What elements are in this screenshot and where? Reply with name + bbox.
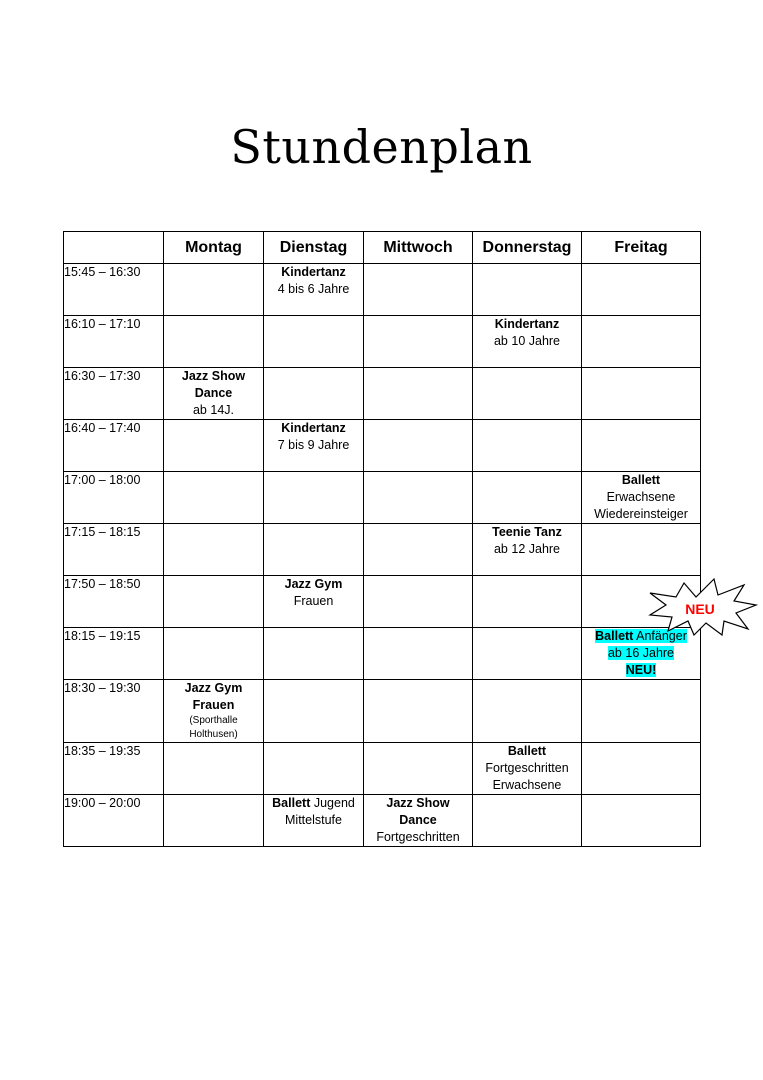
time-cell: 19:00 – 20:00	[64, 795, 164, 847]
cell-donnerstag	[473, 264, 582, 316]
cell-dienstag	[264, 795, 364, 847]
new-label: NEU!	[625, 663, 657, 677]
cell-montag	[164, 264, 264, 316]
cell-freitag	[582, 420, 701, 472]
course-detail: Fortgeschritten	[376, 830, 460, 844]
cell-dienstag	[264, 680, 364, 743]
cell-dienstag	[264, 743, 364, 795]
time-cell: 18:30 – 19:30	[64, 680, 164, 743]
cell-dienstag	[264, 472, 364, 524]
cell-dienstag	[264, 368, 364, 420]
course-name: Ballett	[507, 744, 547, 758]
time-cell: 17:50 – 18:50	[64, 576, 164, 628]
new-badge-star	[648, 577, 758, 637]
course-name: Jazz Show	[386, 796, 450, 810]
schedule-table	[63, 231, 701, 847]
cell-mittwoch	[364, 628, 473, 680]
cell-freitag	[582, 680, 701, 743]
time-cell: 17:00 – 18:00	[64, 472, 164, 524]
course-name-rest: Anfänger	[633, 629, 687, 643]
cell-montag	[164, 795, 264, 847]
course-detail: Mittelstufe	[285, 813, 342, 827]
header-row	[64, 232, 701, 264]
cell-montag	[164, 472, 264, 524]
course-name: Jazz Gym	[284, 577, 343, 591]
table-row	[64, 576, 701, 628]
time-cell: 16:40 – 17:40	[64, 420, 164, 472]
cell-dienstag	[264, 628, 364, 680]
cell-dienstag	[264, 576, 364, 628]
course-name-line2: Frauen	[192, 698, 235, 712]
cell-mittwoch	[364, 524, 473, 576]
course-detail: Erwachsene	[606, 490, 676, 504]
course-location: (Sporthalle	[189, 715, 238, 726]
cell-montag	[164, 628, 264, 680]
course-name: Kindertanz	[281, 421, 346, 435]
table-row	[64, 264, 701, 316]
header-dienstag: Dienstag	[264, 232, 364, 264]
course-detail: 4 bis 6 Jahre	[277, 282, 350, 296]
table-row	[64, 628, 701, 680]
course-detail: Fortgeschritten	[485, 761, 569, 775]
cell-mittwoch	[364, 795, 473, 847]
time-cell: 15:45 – 16:30	[64, 264, 164, 316]
course-detail: Frauen	[293, 594, 334, 608]
course-name: Kindertanz	[494, 317, 560, 331]
header-mittwoch: Mittwoch	[364, 232, 473, 264]
cell-dienstag	[264, 316, 364, 368]
cell-donnerstag	[473, 368, 582, 420]
course-name: Teenie Tanz	[492, 525, 562, 539]
cell-mittwoch	[364, 316, 473, 368]
time-cell: 16:30 – 17:30	[64, 368, 164, 420]
course-detail: ab 12 Jahre	[493, 542, 561, 556]
course-name: Ballett	[621, 473, 661, 487]
cell-montag	[164, 576, 264, 628]
course-detail: 7 bis 9 Jahre	[277, 438, 350, 452]
course-name: Kindertanz	[281, 265, 346, 279]
header-donnerstag: Donnerstag	[473, 232, 582, 264]
course-name: Jazz Gym	[184, 681, 243, 695]
cell-mittwoch	[364, 264, 473, 316]
course-name: Ballett	[595, 629, 634, 643]
cell-donnerstag	[473, 420, 582, 472]
course-detail: Wiedereinsteiger	[594, 507, 688, 521]
cell-freitag	[582, 316, 701, 368]
cell-freitag	[582, 795, 701, 847]
cell-mittwoch	[364, 743, 473, 795]
cell-donnerstag	[473, 628, 582, 680]
table-row	[64, 472, 701, 524]
cell-donnerstag	[473, 524, 582, 576]
table-row	[64, 420, 701, 472]
course-name-line2: Dance	[399, 813, 437, 827]
cell-donnerstag	[473, 472, 582, 524]
cell-montag	[164, 316, 264, 368]
table-row	[64, 524, 701, 576]
cell-dienstag	[264, 264, 364, 316]
time-cell: 17:15 – 18:15	[64, 524, 164, 576]
cell-donnerstag	[473, 743, 582, 795]
table-row	[64, 743, 701, 795]
time-cell: 16:10 – 17:10	[64, 316, 164, 368]
table-row	[64, 795, 701, 847]
cell-montag	[164, 368, 264, 420]
cell-donnerstag	[473, 795, 582, 847]
course-detail: ab 16 Jahre	[607, 646, 675, 660]
cell-dienstag	[264, 524, 364, 576]
time-cell: 18:15 – 19:15	[64, 628, 164, 680]
course-name: Jazz Show	[181, 369, 246, 383]
cell-freitag	[582, 472, 701, 524]
cell-donnerstag	[473, 316, 582, 368]
course-detail: ab 14J.	[192, 403, 234, 417]
cell-dienstag	[264, 420, 364, 472]
table-row	[64, 680, 701, 743]
course-location: Holthusen)	[189, 729, 238, 740]
table-row	[64, 368, 701, 420]
header-freitag: Freitag	[582, 232, 701, 264]
header-time	[64, 232, 164, 264]
new-badge-label: NEU	[685, 601, 715, 617]
course-name-line2: Dance	[194, 386, 233, 400]
cell-freitag	[582, 368, 701, 420]
course-detail: ab 10 Jahre	[493, 334, 561, 348]
cell-freitag	[582, 264, 701, 316]
cell-mittwoch	[364, 680, 473, 743]
cell-montag	[164, 743, 264, 795]
cell-montag	[164, 420, 264, 472]
course-detail: Erwachsene	[492, 778, 562, 792]
header-montag: Montag	[164, 232, 264, 264]
cell-mittwoch	[364, 472, 473, 524]
cell-mittwoch	[364, 368, 473, 420]
cell-mittwoch	[364, 420, 473, 472]
cell-freitag	[582, 743, 701, 795]
cell-montag	[164, 680, 264, 743]
cell-freitag	[582, 524, 701, 576]
course-name-rest: Jugend	[310, 796, 355, 810]
cell-montag	[164, 524, 264, 576]
cell-mittwoch	[364, 576, 473, 628]
time-cell: 18:35 – 19:35	[64, 743, 164, 795]
course-name: Ballett	[272, 796, 311, 810]
cell-donnerstag	[473, 576, 582, 628]
table-row	[64, 316, 701, 368]
cell-donnerstag	[473, 680, 582, 743]
page-title: Stundenplan	[230, 120, 533, 174]
